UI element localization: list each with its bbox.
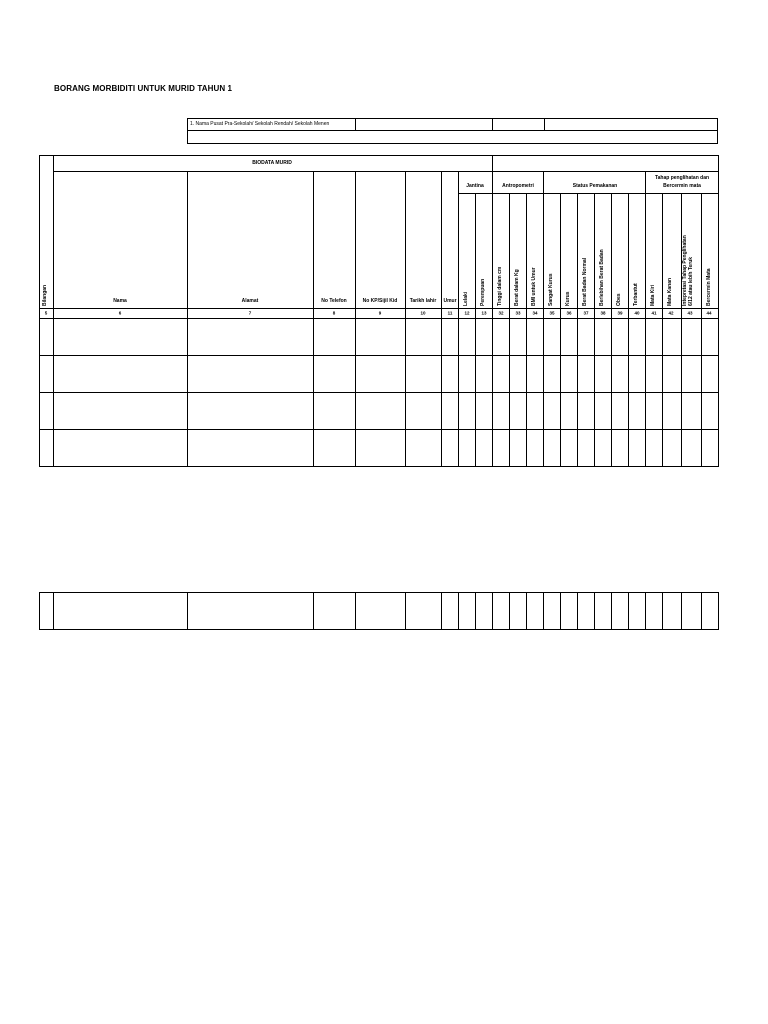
col-num: 36 xyxy=(566,310,572,316)
status-pemakanan-header: Status Pemakanan xyxy=(572,183,618,189)
col-num: 13 xyxy=(481,310,487,316)
col-bercermin-mata: Bercermin Mata xyxy=(706,268,712,306)
col-lelaki: Lelaki xyxy=(463,291,469,306)
grid-line xyxy=(594,592,595,630)
antropometri-header: Antropometri xyxy=(502,183,534,189)
grid-line xyxy=(458,592,459,630)
grid-line xyxy=(39,592,40,630)
school-name-label: 1. Nama Pusat Pra-Sekolah/ Sekolah Rendah/ Sekolah Menen xyxy=(190,121,330,127)
grid-line xyxy=(187,171,188,467)
col-num: 8 xyxy=(332,310,336,316)
grid-line xyxy=(701,592,702,630)
grid-line xyxy=(53,171,718,172)
grid-line xyxy=(681,193,682,467)
grid-line xyxy=(492,155,493,171)
grid-line xyxy=(662,193,663,467)
grid-line xyxy=(39,155,718,156)
grid-line xyxy=(628,193,629,467)
grid-line xyxy=(405,592,406,630)
grid-line xyxy=(53,592,54,630)
col-umur: Umur xyxy=(443,298,457,304)
grid-line xyxy=(313,171,314,467)
jantina-header: Jantina xyxy=(466,183,484,189)
grid-line xyxy=(611,592,612,630)
col-alamat: Alamat xyxy=(241,298,259,304)
grid-line xyxy=(405,171,406,467)
col-tinggi: Tinggi dalam cm xyxy=(497,266,503,306)
col-num: 7 xyxy=(248,310,252,316)
grid-line xyxy=(475,592,476,630)
col-berlebihan: Berlebihan Berat Badan xyxy=(599,249,605,306)
col-num: 34 xyxy=(532,310,538,316)
grid-line xyxy=(441,171,442,467)
grid-line xyxy=(662,592,663,630)
page-title: BORANG MORBIDITI UNTUK MURID TAHUN 1 xyxy=(54,84,233,93)
col-num: 5 xyxy=(44,310,48,316)
col-kurus: Kurus xyxy=(565,291,571,306)
grid-line xyxy=(543,592,544,630)
col-no-kp: No KP/Sijil Kid xyxy=(362,298,398,304)
col-num: 12 xyxy=(464,310,470,316)
grid-line xyxy=(39,466,718,467)
grid-line xyxy=(39,155,40,467)
grid-line xyxy=(509,193,510,467)
col-num: 38 xyxy=(600,310,606,316)
grid-line xyxy=(187,592,188,630)
col-terbantut: Terbantut xyxy=(633,283,639,306)
grid-line xyxy=(39,592,718,593)
tahap-penglihatan-header-1: Tahap penglihatan dan xyxy=(654,175,710,181)
col-num: 10 xyxy=(420,310,426,316)
grid-line xyxy=(509,592,510,630)
grid-line xyxy=(594,193,595,467)
col-num: 37 xyxy=(583,310,589,316)
grid-line xyxy=(681,592,682,630)
grid-line xyxy=(577,193,578,467)
col-mata-kiri: Mata Kiri xyxy=(650,284,656,306)
grid-line xyxy=(492,592,493,630)
grid-line xyxy=(645,592,646,630)
grid-line xyxy=(355,171,356,467)
col-num: 42 xyxy=(668,310,674,316)
grid-line xyxy=(441,592,442,630)
grid-line xyxy=(39,308,718,309)
grid-line xyxy=(701,193,702,467)
col-berat: Berat dalam Kg xyxy=(514,269,520,306)
col-num: 35 xyxy=(549,310,555,316)
grid-line xyxy=(39,392,718,393)
grid-line xyxy=(492,171,493,467)
biodata-header: BIODATA MURID xyxy=(252,160,292,166)
grid-line xyxy=(39,355,718,356)
col-tarikh-lahir: Tarikh lahir xyxy=(409,298,437,304)
col-num: 44 xyxy=(706,310,712,316)
col-num: 41 xyxy=(651,310,657,316)
col-bilangan: Bilangan xyxy=(42,284,48,306)
col-num: 43 xyxy=(687,310,693,316)
grid-line xyxy=(645,171,646,467)
col-no-telefon: No Telefon xyxy=(321,298,347,304)
col-num: 33 xyxy=(515,310,521,316)
grid-line xyxy=(560,592,561,630)
grid-line xyxy=(611,193,612,467)
col-num: 6 xyxy=(118,310,122,316)
grid-line xyxy=(475,193,476,467)
col-perempuan: Perempuan xyxy=(480,278,486,306)
col-nama: Nama xyxy=(113,298,127,304)
col-sangat-kurus: Sangat Kurus xyxy=(548,273,554,306)
grid-line xyxy=(526,193,527,467)
grid-line xyxy=(543,171,544,467)
grid-line xyxy=(628,592,629,630)
grid-line xyxy=(458,171,459,467)
grid-line xyxy=(560,193,561,467)
col-bmi: BMI untuk Umur xyxy=(531,267,537,306)
col-num: 40 xyxy=(634,310,640,316)
grid-line xyxy=(355,592,356,630)
col-num: 32 xyxy=(498,310,504,316)
grid-line xyxy=(718,592,719,630)
grid-line xyxy=(39,318,718,319)
col-intepretasi-1: Intepretasi Tahap Penglihatan xyxy=(682,235,688,306)
grid-line xyxy=(39,629,718,630)
col-obes: Obes xyxy=(616,293,622,306)
grid-line xyxy=(526,592,527,630)
col-num: 11 xyxy=(447,310,453,316)
col-num: 39 xyxy=(617,310,623,316)
grid-line xyxy=(39,429,718,430)
col-num: 9 xyxy=(378,310,382,316)
col-intepretasi-2: 6/12 atau lebih Teruk xyxy=(688,256,694,306)
col-berat-normal: Berat Badan Normal xyxy=(582,257,588,306)
grid-line xyxy=(492,193,543,194)
col-mata-kanan: Mata Kanan xyxy=(667,277,673,306)
grid-line xyxy=(313,592,314,630)
tahap-penglihatan-header-2: Bercermin mata xyxy=(663,183,701,189)
grid-line xyxy=(53,155,54,467)
grid-line xyxy=(718,155,719,467)
grid-line xyxy=(577,592,578,630)
